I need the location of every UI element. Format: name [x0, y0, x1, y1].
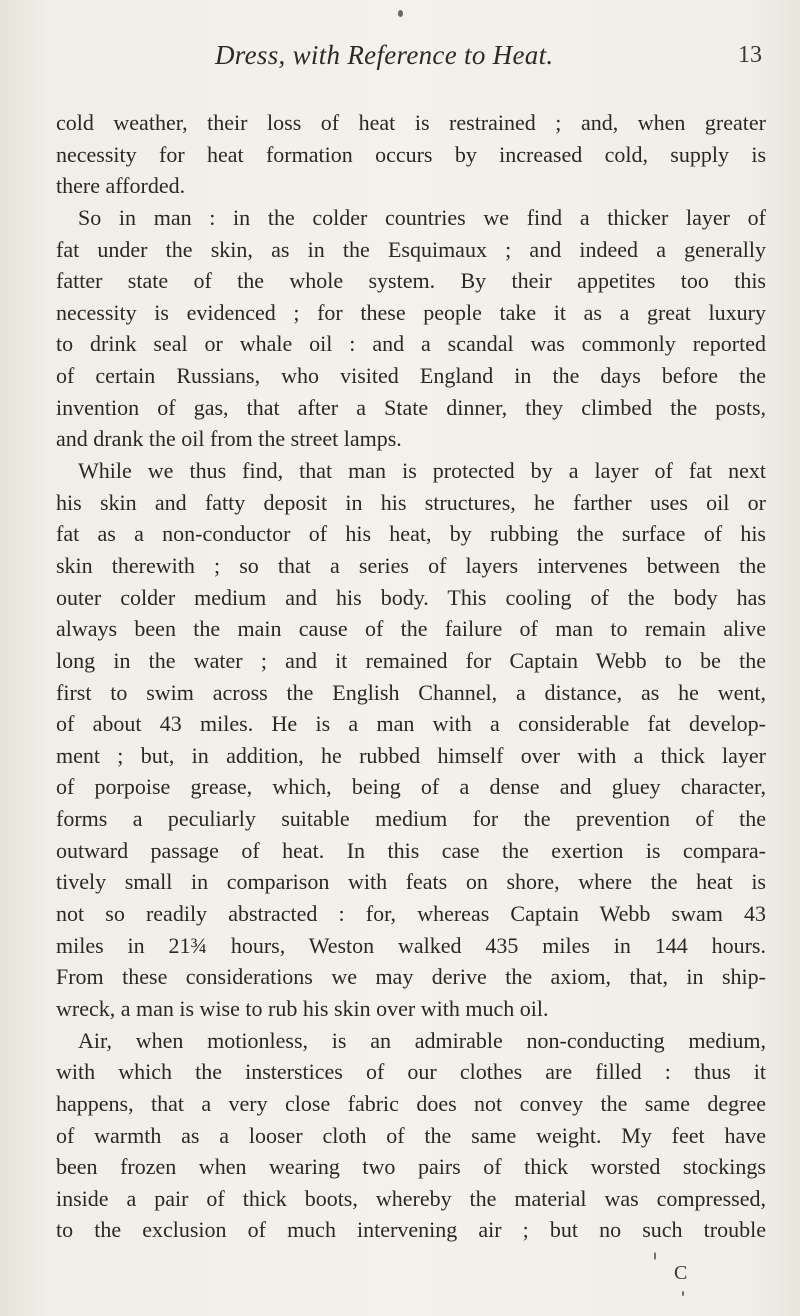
paragraph-start-line: So in man : in the colder countries we find a thicker layer of [78, 204, 766, 230]
text-line: necessity is evidenced ; for these people take it as a great luxury [56, 299, 766, 325]
text-line: miles in 21¾ hours, Weston walked 435 miles in 144 hours. [56, 932, 766, 958]
text-line: been frozen when wearing two pairs of thick worsted stockings [56, 1154, 766, 1180]
text-line: inside a pair of thick boots, whereby the material was compressed, [56, 1185, 766, 1211]
text-line: fatter state of the whole system. By their appetites too this [56, 268, 766, 294]
text-line: necessity for heat formation occurs by increased cold, supply is [56, 141, 766, 167]
text-line: to the exclusion of much intervening air ; but no such trouble [56, 1217, 766, 1243]
text-line: forms a peculiarly suitable medium for the prevention of the [56, 806, 766, 832]
text-line: skin therewith ; so that a series of layers intervenes between the [56, 552, 766, 578]
text-line: outward passage of heat. In this case the exertion is compara- [56, 837, 766, 863]
text-line: there afforded. [56, 173, 186, 199]
text-line: From these considerations we may derive the axiom, that, in ship- [56, 964, 766, 990]
text-line: of warmth as a looser cloth of the same weight. My feet have [56, 1122, 766, 1148]
text-line: first to swim across the English Channel, a distance, as he went, [56, 679, 766, 705]
paragraph-start-line: Air, when motionless, is an admirable non-conducting medium, [78, 1027, 766, 1053]
ink-speck [682, 1291, 684, 1296]
text-line: wreck, a man is wise to rub his skin over with much oil. [56, 995, 549, 1021]
text-line: ment ; but, in addition, he rubbed himself over with a thick layer [56, 742, 766, 768]
signature-mark: C [674, 1262, 688, 1284]
paragraph-start-line: While we thus find, that man is protected by a layer of fat next [78, 458, 766, 484]
text-line: outer colder medium and his body. This cooling of the body has [56, 584, 766, 610]
text-line: happens, that a very close fabric does not convey the same degree [56, 1090, 766, 1116]
text-line: his skin and fatty deposit in his structures, he farther uses oil or [56, 489, 766, 515]
text-line: of about 43 miles. He is a man with a considerable fat develop- [56, 711, 766, 737]
ink-speck [654, 1252, 656, 1260]
text-line: cold weather, their loss of heat is restrained ; and, when greater [56, 110, 766, 135]
page-number: 13 [738, 42, 762, 68]
text-line: with which the insterstices of our clothes are filled : thus it [56, 1059, 766, 1085]
running-title: Dress, with Reference to Heat. [215, 40, 554, 70]
body-text [56, 107, 766, 1246]
text-line: of porpoise grease, which, being of a dense and gluey character, [56, 774, 766, 800]
text-line: of certain Russians, who visited England in the days before the [56, 363, 766, 389]
text-line: and drank the oil from the street lamps. [56, 426, 402, 452]
text-line: fat under the skin, as in the Esquimaux ; and indeed a generally [56, 236, 766, 262]
page-header [90, 36, 780, 76]
text-line: always been the main cause of the failure of man to remain alive [56, 616, 766, 642]
text-line: tively small in comparison with feats on shore, where the heat is [56, 869, 766, 895]
text-line: invention of gas, that after a State dinner, they climbed the posts, [56, 394, 766, 420]
text-line: fat as a non-conductor of his heat, by rubbing the surface of his [56, 521, 766, 547]
ink-speck [398, 10, 403, 17]
text-line: not so readily abstracted : for, whereas Captain Webb swam 43 [56, 901, 766, 927]
text-line: long in the water ; and it remained for Captain Webb to be the [56, 647, 766, 673]
text-line: to drink seal or whale oil : and a scandal was commonly reported [56, 331, 766, 357]
